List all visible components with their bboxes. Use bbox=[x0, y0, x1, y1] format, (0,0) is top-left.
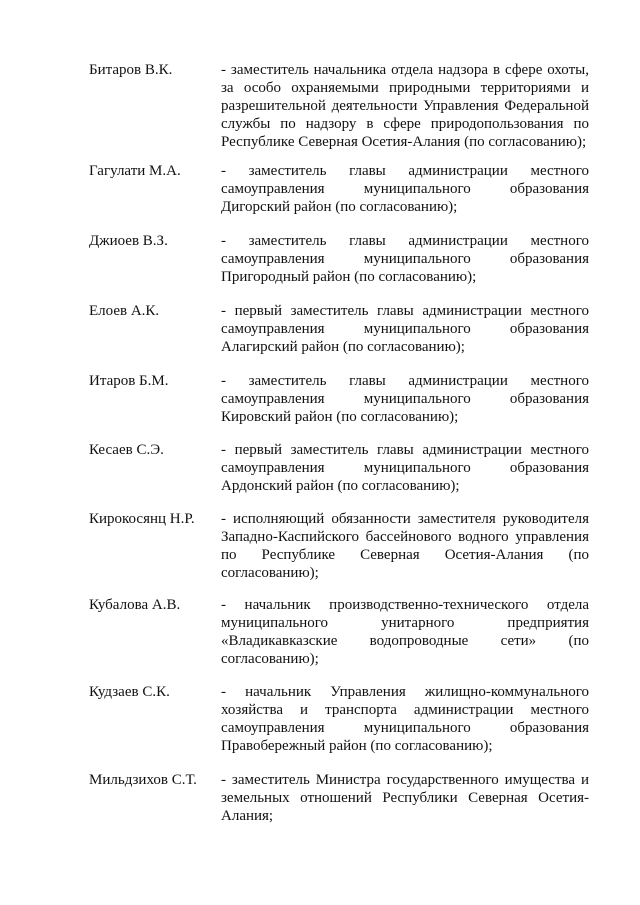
role-line: - начальник Управления жилищно-коммунального bbox=[221, 684, 589, 700]
role-line: самоуправления муниципального образования bbox=[221, 251, 589, 267]
member-role bbox=[221, 302, 589, 356]
role-line: согласованию); bbox=[221, 651, 319, 667]
role-line: хозяйства и транспорта администрации местного bbox=[221, 702, 589, 718]
role-line: - заместитель главы администрации местного bbox=[221, 373, 589, 389]
member-role bbox=[221, 683, 589, 755]
role-line: Правобережный район (по согласованию); bbox=[221, 738, 493, 754]
role-line: - начальник производственно-технического отдела bbox=[221, 597, 589, 613]
role-line: Республике Северная Осетия-Алания (по согласованию); bbox=[221, 134, 587, 150]
member-role bbox=[221, 510, 589, 582]
role-line: - первый заместитель главы администрации местного bbox=[221, 442, 589, 458]
member-role bbox=[221, 372, 589, 426]
role-line: земельных отношений Республики Северная Осетия- bbox=[221, 790, 589, 806]
role-line: Кировский район (по согласованию); bbox=[221, 409, 459, 425]
role-line: - первый заместитель главы администрации местного bbox=[221, 303, 589, 319]
member-name: Битаров В.К. bbox=[89, 62, 173, 78]
role-line: муниципального унитарного предприятия bbox=[221, 615, 589, 631]
role-line: Алания; bbox=[221, 808, 274, 824]
role-line: за особо охраняемыми природными территориями и bbox=[221, 80, 589, 96]
role-line: самоуправления муниципального образования bbox=[221, 720, 589, 736]
member-role bbox=[221, 596, 589, 668]
role-line: - заместитель главы администрации местного bbox=[221, 233, 589, 249]
role-line: самоуправления муниципального образования bbox=[221, 460, 589, 476]
member-name: Итаров Б.М. bbox=[89, 373, 169, 389]
role-line: Ардонский район (по согласованию); bbox=[221, 478, 460, 494]
role-line: Дигорский район (по согласованию); bbox=[221, 199, 458, 215]
member-name: Джиоев В.З. bbox=[89, 233, 168, 249]
member-name: Кесаев С.Э. bbox=[89, 442, 164, 458]
role-line: самоуправления муниципального образования bbox=[221, 181, 589, 197]
role-line: службы по надзору в сфере природопользования по bbox=[221, 116, 589, 132]
member-name: Елоев А.К. bbox=[89, 303, 160, 319]
member-role bbox=[221, 232, 589, 286]
role-line: самоуправления муниципального образования bbox=[221, 321, 589, 337]
role-line: - заместитель Министра государственного имущества и bbox=[221, 772, 589, 788]
role-line: согласованию); bbox=[221, 565, 319, 581]
role-line: Западно-Каспийского бассейнового водного управления bbox=[221, 529, 589, 545]
role-line: Алагирский район (по согласованию); bbox=[221, 339, 465, 355]
member-role bbox=[221, 771, 589, 825]
role-line: самоуправления муниципального образования bbox=[221, 391, 589, 407]
member-role bbox=[221, 441, 589, 495]
member-name: Гагулати М.А. bbox=[89, 163, 181, 179]
member-role bbox=[221, 162, 589, 216]
role-line: Пригородный район (по согласованию); bbox=[221, 269, 477, 285]
member-name: Кубалова А.В. bbox=[89, 597, 181, 613]
role-line: - исполняющий обязанности заместителя руководителя bbox=[221, 511, 589, 527]
role-line: по Республике Северная Осетия-Алания (по bbox=[221, 547, 589, 563]
role-line: - заместитель главы администрации местного bbox=[221, 163, 589, 179]
member-name: Мильдзихов С.Т. bbox=[89, 772, 197, 788]
role-line: - заместитель начальника отдела надзора в сфере охоты, bbox=[221, 62, 589, 78]
role-line: «Владикавказские водопроводные сети» (по bbox=[221, 633, 589, 649]
member-name: Кирокосянц Н.Р. bbox=[89, 511, 195, 527]
role-line: разрешительной деятельности Управления Федеральной bbox=[221, 98, 589, 114]
member-role bbox=[221, 61, 589, 151]
member-name: Кудзаев С.К. bbox=[89, 684, 170, 700]
